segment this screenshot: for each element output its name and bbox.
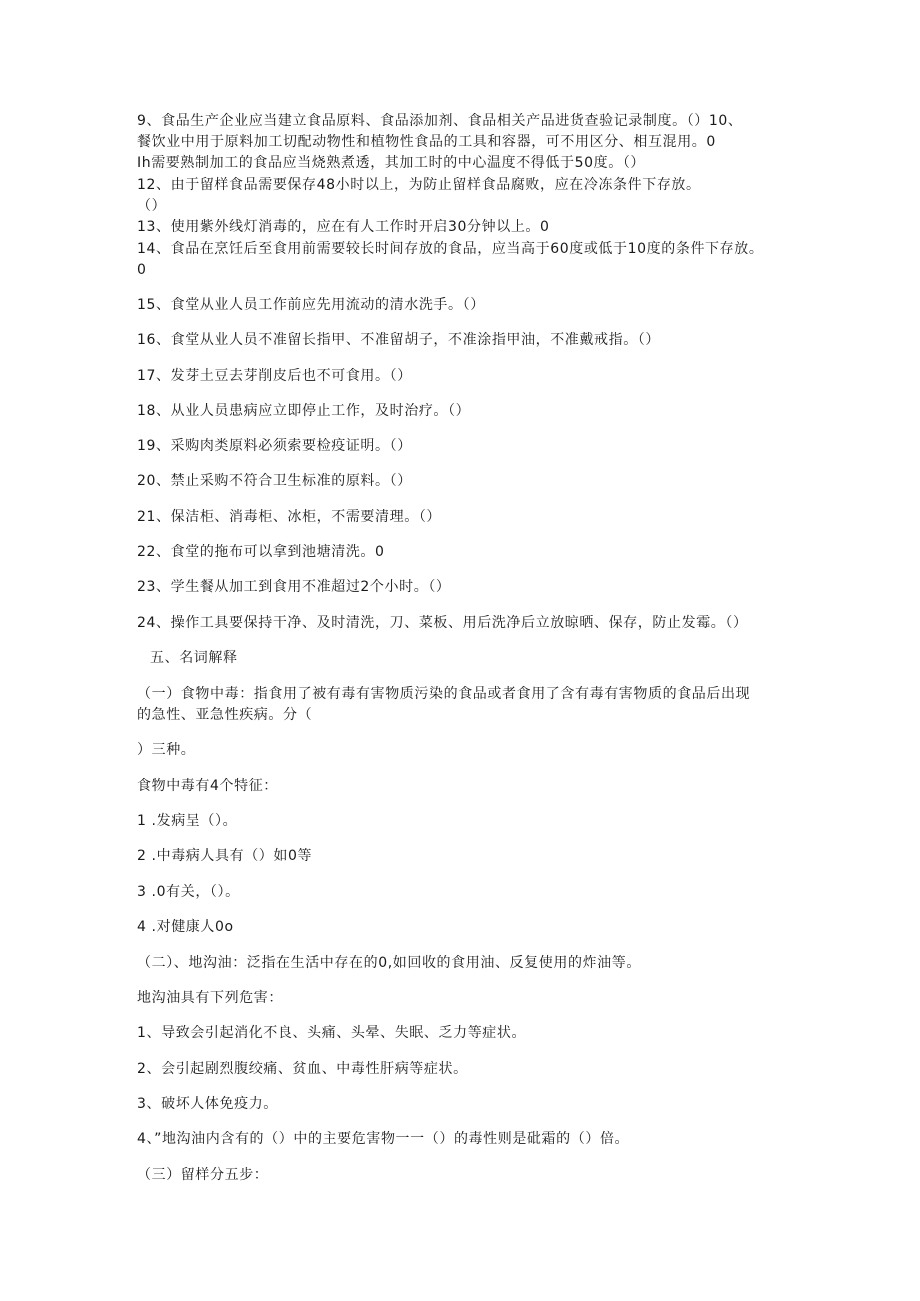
- text-line-three-types: ）三种。: [137, 742, 196, 758]
- text-line-hazard-1: 1、导致会引起消化不良、头痛、头晕、失眠、乏力等症状。: [137, 1025, 527, 1041]
- text-line-hazard-2: 2、会引起剧烈腹绞痛、贫血、中毒性肝病等症状。: [137, 1061, 468, 1077]
- text-line-features-heading: 食物中毒有4个特征：: [137, 778, 278, 794]
- text-line-q22: 22、食堂的拖布可以拿到池塘清洗。0: [137, 544, 385, 560]
- text-line-q9: 9、食品生产企业应当建立食品原料、食品添加剂、食品相关产品进货查验记录制度。（）10、: [137, 113, 743, 129]
- text-line-q19: 19、采购肉类原料必须索要检疫证明。（）: [137, 438, 412, 454]
- text-line-hazard-3: 3、破坏人体免疫力。: [137, 1096, 278, 1112]
- text-line-feature-1: 1 .发病呈（）。: [137, 813, 238, 829]
- text-line-hazards-heading: 地沟油具有下列危害：: [137, 990, 283, 1006]
- text-line-sample-steps-heading: （三）留样分五步：: [137, 1167, 269, 1183]
- text-line-q20: 20、禁止采购不符合卫生标准的原料。（）: [137, 473, 412, 489]
- text-line-gutter-oil-def: （二）、地沟油：泛指在生活中存在的0,如回收的食用油、反复使用的炸油等。: [137, 955, 641, 971]
- text-line-feature-2: 2 .中毒病人具有（）如0等: [137, 848, 313, 864]
- section-heading-terms: 五、名词解释: [150, 650, 238, 666]
- text-line-q12: 12、由于留样食品需要保存48小时以上，为防止留样食品腐败，应在冷冻条件下存放。: [137, 177, 701, 193]
- text-line-q24: 24、操作工具要保持干净、及时清洗，刀、菜板、用后洗净后立放晾晒、保存，防止发霉。（）: [137, 615, 748, 631]
- text-line-hazard-4: 4、”地沟油内含有的（）中的主要危害物一一（）的毒性则是砒霜的（）倍。: [137, 1131, 630, 1147]
- text-line-q18: 18、从业人员患病应立即停止工作，及时治疗。（）: [137, 403, 471, 419]
- text-line-q21: 21、保洁柜、消毒柜、冰柜，不需要清理。（）: [137, 509, 442, 525]
- text-line-q12-answer: （）: [137, 198, 167, 214]
- text-line-q13: 13、使用紫外线灯消毒的，应在有人工作时开启30分钟以上。0: [137, 219, 550, 235]
- text-line-q17: 17、发芽土豆去芽削皮后也不可食用。（）: [137, 368, 412, 384]
- text-line-q11: Ih需要熟制加工的食品应当烧熟煮透，其加工时的中心温度不得低于50度。（）: [137, 155, 646, 171]
- text-line-food-poisoning-def: （一）食物中毒：指食用了被有毒有害物质污染的食品或者食用了含有毒有害物质的食品后出现: [137, 686, 751, 702]
- text-line-q14-answer: 0: [137, 262, 147, 278]
- text-line-q15: 15、食堂从业人员工作前应先用流动的清水洗手。（）: [137, 297, 485, 313]
- text-line-feature-3: 3 .0有关，（）。: [137, 884, 240, 900]
- text-line-q10: 餐饮业中用于原料加工切配动物性和植物性食品的工具和容器，可不用区分、相互混用。0: [137, 134, 716, 150]
- text-line-q14: 14、食品在烹饪后至食用前需要较长时间存放的食品，应当高于60度或低于10度的条件下存放。: [137, 241, 764, 257]
- text-line-q16: 16、食堂从业人员不准留长指甲、不准留胡子，不准涂指甲油，不准戴戒指。（）: [137, 332, 661, 348]
- text-line-q23: 23、学生餐从加工到食用不准超过2个小时。（）: [137, 579, 451, 595]
- text-line-feature-4: 4 .对健康人0o: [137, 919, 234, 935]
- text-line-food-poisoning-def-cont: 的急性、亚急性疾病。分（: [137, 707, 313, 723]
